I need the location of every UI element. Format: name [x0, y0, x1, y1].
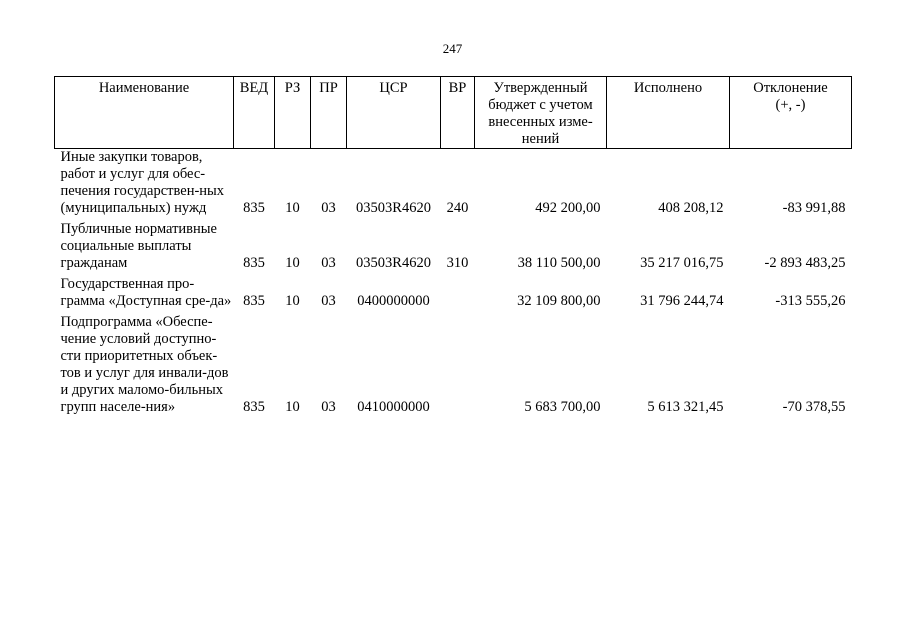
header-csr: ЦСР — [347, 77, 441, 149]
table-row — [55, 149, 852, 222]
cell-vr — [441, 314, 475, 420]
cell-pr: 03 — [321, 200, 336, 216]
page-number: 247 — [442, 41, 463, 56]
cell-csr: 03503R4620 — [356, 200, 431, 216]
cell-rz: 10 — [285, 293, 300, 309]
table-row — [55, 276, 852, 314]
cell-csr: 03503R4620 — [356, 255, 431, 271]
header-executed: Исполнено — [607, 77, 730, 149]
cell-csr: 0400000000 — [357, 293, 430, 309]
cell-rz: 10 — [285, 399, 300, 415]
table-row — [55, 314, 852, 420]
header-ved: ВЕД — [234, 77, 275, 149]
cell-pr: 03 — [321, 255, 336, 271]
cell-ved: 835 — [243, 293, 265, 309]
budget-table — [54, 76, 852, 420]
cell-ved: 835 — [243, 200, 265, 216]
cell-vr — [441, 276, 475, 314]
cell-executed: 35 217 016,75 — [640, 255, 724, 271]
cell-name: Подпрограмма «Обеспе-чение условий доступно-сти приоритетных объек-тов и услуг для инвали-дов и других маломо-бильных групп населе-ния» — [60, 314, 229, 415]
cell-approved: 492 200,00 — [535, 200, 601, 216]
table-header-row — [55, 77, 852, 149]
cell-deviation: -70 378,55 — [782, 399, 846, 415]
cell-deviation: -83 991,88 — [782, 200, 846, 216]
cell-executed: 31 796 244,74 — [640, 293, 724, 309]
cell-ved: 835 — [243, 255, 265, 271]
cell-pr: 03 — [321, 293, 336, 309]
cell-deviation: -2 893 483,25 — [764, 255, 846, 271]
table-row — [55, 221, 852, 276]
cell-executed: 408 208,12 — [658, 200, 724, 216]
cell-vr: 240 — [446, 200, 469, 216]
header-name: Наименование — [55, 77, 234, 149]
cell-rz: 10 — [285, 255, 300, 271]
cell-vr: 310 — [446, 255, 469, 271]
cell-ved: 835 — [243, 399, 265, 415]
cell-rz: 10 — [285, 200, 300, 216]
cell-approved: 5 683 700,00 — [524, 399, 601, 415]
header-pr: ПР — [311, 77, 347, 149]
header-deviation: Отклонение (+, -) — [730, 77, 852, 149]
cell-deviation: -313 555,26 — [775, 293, 846, 309]
cell-executed: 5 613 321,45 — [647, 399, 724, 415]
cell-pr: 03 — [321, 399, 336, 415]
cell-name: Иные закупки товаров, работ и услуг для обес-печения государствен-ных (муниципальных) нужд — [60, 149, 225, 216]
cell-name: Публичные нормативные социальные выплаты гражданам — [60, 221, 217, 271]
cell-csr: 0410000000 — [357, 399, 430, 415]
cell-name: Государственная про-грамма «Доступная сре-да» — [60, 276, 232, 309]
cell-approved: 38 110 500,00 — [517, 255, 601, 271]
header-approved: Утвержденный бюджет с учетом внесенных изме-нений — [475, 77, 607, 149]
header-vr: ВР — [441, 77, 475, 149]
header-rz: РЗ — [275, 77, 311, 149]
cell-approved: 32 109 800,00 — [517, 293, 601, 309]
